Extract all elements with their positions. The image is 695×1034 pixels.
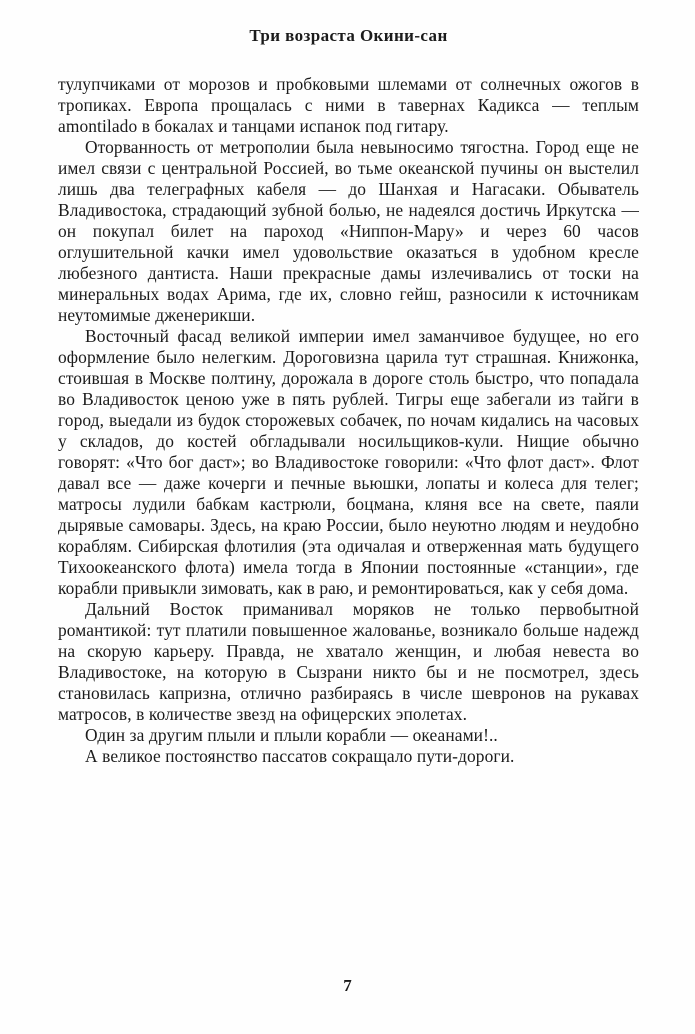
paragraph: Один за другим плыли и плыли корабли — океанами!.. — [85, 725, 498, 745]
running-title: Три возраста Окини-сан — [249, 26, 448, 45]
paragraph: А великое постоянство пассатов сокращало пути-дороги. — [85, 746, 515, 766]
paragraph: Оторванность от метрополии была невыносимо тягостна. Город еще не имел связи с центральной Россией, во тьме океанской пучины он выстелил лишь два телеграфных кабеля — до Шанхая и Нагасаки. Обыватель Владивостока, страдающий зубной болью, не надеялся достичь Иркутска — он покупал билет на пароход «Ниппон-Мару» и через 60 часов оглушительной качки имел удовольствие оказаться в удобном кресле любезного дантиста. Наши прекрасные дамы излечивались от тоски на минеральных водах Арима, где их, словно гейш, разносили к источникам неутомимые дженерикши. — [58, 137, 639, 325]
paragraph: Восточный фасад великой империи имел заманчивое будущее, но его оформление было нелегким. Дороговизна царила тут страшная. Книжонка, стоившая в Москве полтину, дорожала в дороге столь быстро, что попадала во Владивосток ценою уже в пять рублей. Тигры еще забегали из тайги в город, выедали из будок сторожевых собачек, по ночам кидались на часовых у складов, до костей обгладывали носильщиков-кули. Нищие обычно говорят: «Что бог даст»; во Владивостоке говорили: «Что флот даст». Флот давал все — даже кочерги и печные вьюшки, лопаты и колеса для телег; матросы лудили бабкам кастрюли, боцмана, кляня все на свете, паяли дырявые самовары. Здесь, на краю России, было неуютно людям и неудобно кораблям. Сибирская флотилия (эта одичалая и отверженная мать будущего Тихоокеанского флота) имела тогда в Японии постоянные «станции», где корабли привыкли зимовать, как в раю, и ремонтироваться, как у себя дома. — [58, 326, 639, 598]
body-text — [58, 74, 639, 767]
paragraph: Дальний Восток приманивал моряков не только первобытной романтикой: тут платили повышенное жалованье, возникало больше надежд на скорую карьеру. Правда, не хватало женщин, и любая невеста во Владивостоке, на которую в Сызрани никто бы и не посмотрел, здесь становилась капризна, отлично разбираясь в числе шевронов на рукавах матросов, в количестве звезд на офицерских эполетах. — [58, 599, 639, 724]
paragraph: тулупчиками от морозов и пробковыми шлемами от солнечных ожогов в тропиках. Европа прощалась с ними в тавернах Кадикса — теплым amontilado в бокалах и танцами испанок под гитару. — [58, 74, 639, 136]
page-number: 7 — [343, 976, 352, 995]
